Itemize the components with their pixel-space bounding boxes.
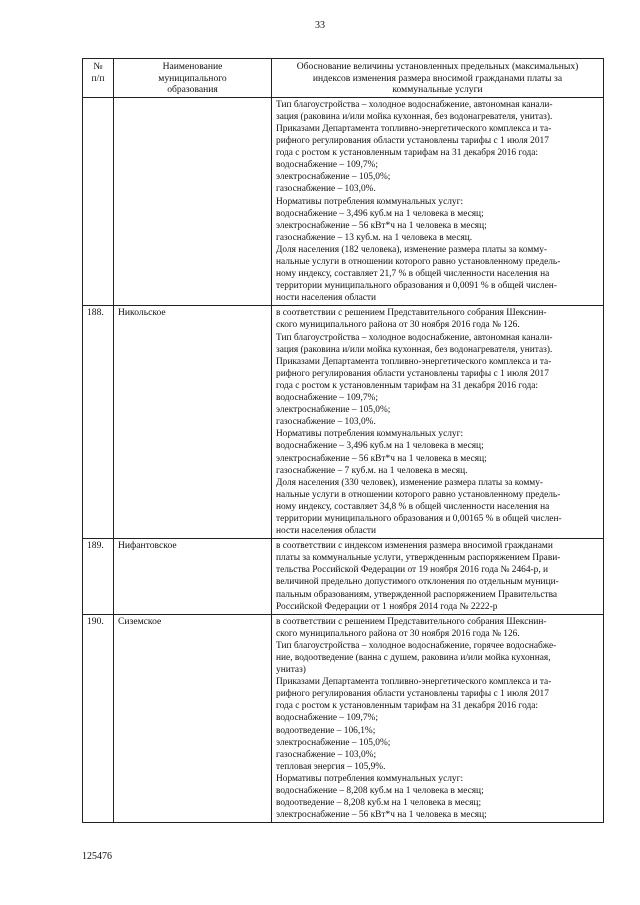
header-justification-line: коммунальные услуги [392, 84, 483, 96]
justification-text [272, 306, 604, 539]
justification-line: газоснабжение – 7 куб.м. на 1 человека в месяц. [276, 465, 468, 476]
justification-line: года с ростом к установленным тарифам на 31 декабря 2016 года: [276, 380, 539, 391]
justification-line: Приказами Департамента топливно-энергетического комплекса и та- [276, 356, 552, 367]
header-name-line: Наименование [162, 61, 223, 72]
justification-line: Российской Федерации от 1 ноября 2014 года № 2222-р [276, 601, 498, 612]
justification-line: рифного регулирования области установлены тарифы с 1 июля 2017 [276, 136, 549, 147]
justification-line: газоснабжение – 103,0%. [276, 417, 376, 428]
row-number: 190. [83, 614, 114, 823]
table-row [83, 306, 604, 539]
justification-text [272, 539, 604, 615]
justification-line: нальные услуги в отношении которого равно установленному предель- [276, 489, 561, 500]
justification-line: ному индексу, составляет 34,8 % в общей численности населения на [276, 501, 550, 512]
justification-text [272, 614, 604, 823]
header-justification [272, 59, 604, 98]
header-name-line: образования [167, 84, 218, 96]
municipality-name: Сиземское [114, 614, 272, 823]
justification-line: водоснабжение – 109,7%; [276, 393, 378, 404]
header-justification-line: Обоснование величины установленных предельных (максимальных) [296, 61, 579, 72]
justification-line: Доля населения (330 человек), изменение размера платы за комму- [276, 477, 544, 488]
justification-line: Тип благоустройства – холодное водоснабжение, автономная канали- [276, 332, 553, 343]
justification-line: в соответствии с решением Представительного собрания Шекснин- [276, 308, 547, 319]
header-num-line: № [93, 61, 103, 72]
header-municipality [114, 59, 272, 98]
justification-line: водоснабжение – 3,496 куб.м на 1 человека в месяц; [276, 441, 484, 452]
header-name-line: муниципального [158, 72, 227, 84]
justification-line: Нормативы потребления коммунальных услуг: [276, 196, 464, 207]
justification-line: Нормативы потребления коммунальных услуг: [276, 429, 464, 440]
justification-line: Приказами Департамента топливно-энергетического комплекса и та- [276, 123, 552, 134]
justification-line: ского муниципального района от 30 ноября 2016 года № 126. [276, 628, 520, 639]
justification-line: тельства Российской Федерации от 19 ноября 2016 года № 2464-р, и [276, 565, 549, 576]
tariff-table [82, 58, 604, 823]
document-footer-code: 125476 [82, 851, 112, 862]
justification-line: электроснабжение – 56 кВт*ч на 1 человека в месяц; [276, 810, 487, 821]
justification-line: электроснабжение – 56 кВт*ч на 1 человека в месяц; [276, 453, 487, 464]
justification-line: водоснабжение – 8,208 куб.м на 1 человека в месяц; [276, 786, 484, 797]
table-row [83, 539, 604, 615]
justification-line: года с ростом к установленным тарифам на 31 декабря 2016 года: [276, 148, 539, 159]
justification-line: ному индексу, составляет 21,7 % в общей численности населения на [276, 269, 550, 280]
justification-line: электроснабжение – 105,0%; [276, 172, 391, 183]
justification-line: газоснабжение – 103,0%. [276, 184, 376, 195]
justification-line: в соответствии с решением Представительного собрания Шекснин- [276, 616, 547, 627]
municipality-name [114, 97, 272, 306]
justification-line: газоснабжение – 103,0%; [276, 749, 377, 760]
header-num [83, 59, 114, 98]
table-row [83, 97, 604, 306]
justification-line: территории муниципального образования и 0,00165 % в общей числен- [276, 513, 562, 524]
justification-line: Нормативы потребления коммунальных услуг: [276, 773, 464, 784]
justification-line: зация (раковина и/или мойка кухонная, без водонагревателя, унитаз). [276, 111, 553, 122]
justification-text [272, 97, 604, 306]
row-number: 189. [83, 539, 114, 615]
justification-line: ности населения области [276, 526, 377, 537]
justification-line: тепловая энергия – 105,9%. [276, 761, 386, 772]
justification-line: электроснабжение – 105,0%; [276, 737, 391, 748]
justification-line: Доля населения (182 человека), изменение размера платы за комму- [276, 244, 548, 255]
justification-line: платы за коммунальные услуги, утвержденным распоряжением Прави- [276, 553, 561, 564]
justification-line: Тип благоустройства – холодное водоснабжение, горячее водоснабже- [276, 640, 557, 651]
justification-line: ние, водоотведение (ванна с душем, раковина и/или мойка кухонная, [276, 653, 551, 663]
justification-line: Тип благоустройства – холодное водоснабжение, автономная канали- [276, 99, 553, 110]
page-number: 33 [315, 20, 325, 31]
justification-line: ского муниципального района от 30 ноября 2016 года № 126. [276, 320, 520, 331]
justification-line: унитаз) [276, 665, 306, 676]
justification-line: нальные услуги в отношении которого равно установленному предель- [276, 257, 561, 267]
municipality-name: Никольское [114, 306, 272, 539]
row-number [83, 97, 114, 306]
justification-line: водоотведение – 106,1%; [276, 725, 376, 736]
justification-line: зация (раковина и/или мойка кухонная, без водонагревателя, унитаз). [276, 344, 553, 355]
table-row [83, 614, 604, 823]
justification-line: электроснабжение – 105,0%; [276, 405, 391, 416]
justification-line: ности населения области [276, 293, 377, 304]
justification-line: водоснабжение – 109,7%; [276, 713, 378, 724]
justification-line: в соответствии с индексом изменения размера вносимой гражданами [276, 541, 553, 552]
justification-line: величиной предельно допустимого отклонения по отдельным муници- [276, 577, 559, 588]
row-number: 188. [83, 306, 114, 539]
justification-line: пальным образованиям, утвержденной распоряжением Правительства [276, 589, 558, 600]
justification-line: рифного регулирования области установлены тарифы с 1 июля 2017 [276, 368, 549, 379]
justification-line: рифного регулирования области установлены тарифы с 1 июля 2017 [276, 689, 549, 700]
justification-line: электроснабжение – 56 кВт*ч на 1 человека в месяц; [276, 220, 487, 231]
justification-line: водоснабжение – 109,7%; [276, 160, 378, 171]
justification-line: территории муниципального образования и 0,0091 % в общей числен- [276, 281, 557, 292]
justification-line: водоснабжение – 3,496 куб.м на 1 человека в месяц; [276, 208, 484, 219]
justification-line: водоотведение – 8,208 куб.м на 1 человека в месяц; [276, 798, 482, 809]
header-num-line: п/п [91, 72, 105, 84]
table-header-row [83, 59, 604, 98]
municipality-name: Нифантовское [114, 539, 272, 615]
justification-line: года с ростом к установленным тарифам на 31 декабря 2016 года: [276, 701, 539, 712]
justification-line: газоснабжение – 13 куб.м. на 1 человека в месяц. [276, 232, 473, 243]
header-justification-line: индексов изменения размера вносимой гражданами платы за [312, 72, 563, 84]
justification-line: Приказами Департамента топливно-энергетического комплекса и та- [276, 677, 552, 688]
